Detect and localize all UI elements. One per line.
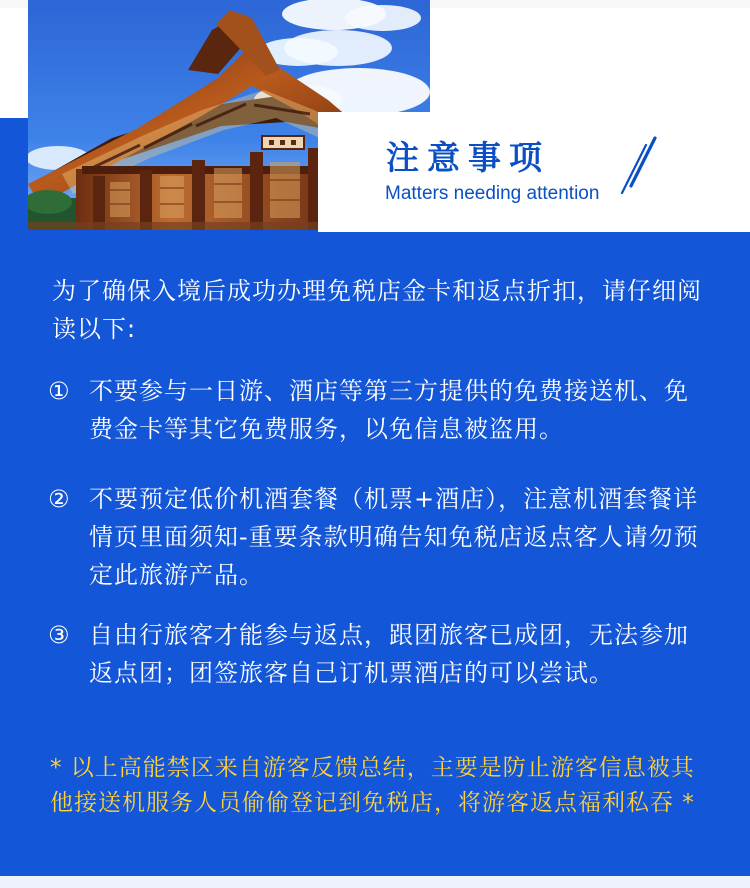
attention-title-card bbox=[318, 112, 750, 232]
item-text-1: 不要参与一日游、酒店等第三方提供的免费接送机、免费金卡等其它免费服务，以免信息被盗用。 bbox=[89, 377, 689, 443]
notice-intro: 为了确保入境后成功办理免税店金卡和返点折扣，请仔细阅读以下: bbox=[52, 277, 702, 343]
item-text-2: 不要预定低价机酒套餐（机票+酒店），注意机酒套餐详情页里面须知-重要条款明确告知免税店返点客人请勿预定此旅游产品。 bbox=[89, 485, 699, 589]
attention-title-cn: 注意事项 bbox=[386, 138, 550, 177]
item-number-2: ② bbox=[48, 485, 71, 513]
attention-title-en: Matters needing attention bbox=[385, 183, 600, 204]
item-number-1: ① bbox=[48, 377, 71, 405]
warning-note: * 以上高能禁区来自游客反馈总结，主要是防止游客信息被其他接送机服务人员偷偷登记到免税店，将游客返点福利私吞 * bbox=[50, 755, 695, 816]
double-slash-icon bbox=[618, 130, 660, 198]
item-number-3: ③ bbox=[48, 621, 71, 649]
bottom-strip bbox=[0, 876, 750, 888]
item-text-3: 自由行旅客才能参与返点，跟团旅客已成团，无法参加返点团；团签旅客自己订机票酒店的可以尝试。 bbox=[89, 621, 689, 687]
